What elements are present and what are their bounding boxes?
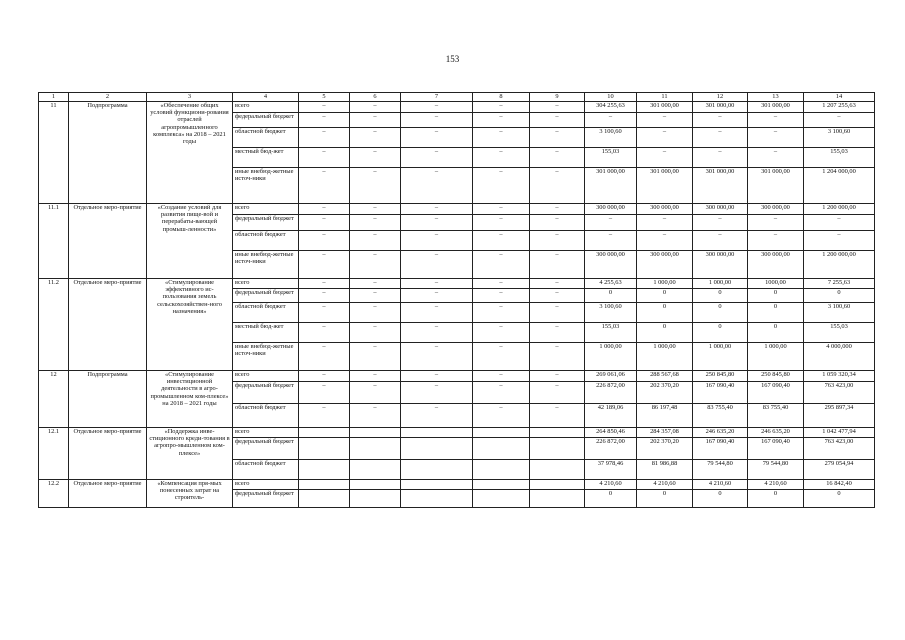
funding-source: областной бюджет (233, 303, 299, 323)
value-cell: – (804, 215, 875, 231)
table-row (39, 279, 875, 289)
value-cell: – (350, 303, 401, 323)
value-cell (350, 460, 401, 480)
value-cell: – (401, 343, 473, 371)
value-cell: 246 635,20 (693, 428, 748, 438)
value-cell: – (530, 168, 585, 204)
value-cell: 304 255,63 (585, 102, 637, 113)
value-cell (401, 428, 473, 438)
value-cell: – (637, 128, 693, 148)
value-cell: 1 000,00 (693, 343, 748, 371)
value-cell (299, 438, 350, 460)
funding-source: областной бюджет (233, 404, 299, 428)
value-cell: 42 189,06 (585, 404, 637, 428)
funding-source: иные внебюд-жетные источ-ники (233, 168, 299, 204)
funding-source: федеральный бюджет (233, 113, 299, 128)
value-cell: 37 978,46 (585, 460, 637, 480)
value-cell: – (473, 382, 530, 404)
funding-source: федеральный бюджет (233, 289, 299, 303)
value-cell: – (748, 148, 804, 168)
value-cell: 4 210,60 (693, 480, 748, 490)
funding-source: всего (233, 428, 299, 438)
value-cell: 4 255,63 (585, 279, 637, 289)
funding-source: федеральный бюджет (233, 215, 299, 231)
value-cell: – (693, 128, 748, 148)
value-cell: 0 (637, 323, 693, 343)
item-number: 12.2 (39, 480, 69, 508)
funding-source: всего (233, 204, 299, 215)
value-cell: – (350, 102, 401, 113)
funding-source: местный бюд-жет (233, 323, 299, 343)
value-cell (530, 480, 585, 490)
value-cell: – (350, 231, 401, 251)
value-cell: – (350, 251, 401, 279)
value-cell: 3 100,60 (804, 303, 875, 323)
value-cell: – (530, 215, 585, 231)
value-cell: 79 544,80 (693, 460, 748, 480)
value-cell: – (473, 231, 530, 251)
funding-source: всего (233, 279, 299, 289)
value-cell: – (299, 371, 350, 382)
value-cell: 155,03 (585, 148, 637, 168)
value-cell: – (350, 113, 401, 128)
value-cell: – (530, 148, 585, 168)
value-cell: – (693, 231, 748, 251)
value-cell: 79 544,80 (748, 460, 804, 480)
value-cell: – (350, 148, 401, 168)
value-cell: – (693, 215, 748, 231)
value-cell: 269 061,06 (585, 371, 637, 382)
col-header: 13 (748, 93, 804, 102)
item-name: «Компенсация пря-мых понесенных затрат на строитель- (147, 480, 233, 508)
value-cell: – (748, 215, 804, 231)
value-cell: 1 204 000,00 (804, 168, 875, 204)
value-cell: – (473, 128, 530, 148)
value-cell: 0 (748, 289, 804, 303)
item-type: Отдельное меро-приятие (69, 480, 147, 508)
item-type: Отдельное меро-приятие (69, 428, 147, 480)
value-cell: 167 090,40 (693, 438, 748, 460)
value-cell: 4 210,60 (637, 480, 693, 490)
value-cell: 300 000,00 (748, 204, 804, 215)
funding-source: всего (233, 371, 299, 382)
table-row (39, 480, 875, 490)
value-cell: 4 210,60 (585, 480, 637, 490)
value-cell: 301 000,00 (693, 102, 748, 113)
value-cell: – (473, 102, 530, 113)
value-cell: – (585, 231, 637, 251)
funding-source: областной бюджет (233, 460, 299, 480)
value-cell: – (350, 343, 401, 371)
value-cell: 81 986,88 (637, 460, 693, 480)
value-cell: – (748, 231, 804, 251)
value-cell (350, 480, 401, 490)
value-cell: – (401, 382, 473, 404)
value-cell: – (530, 128, 585, 148)
value-cell: 300 000,00 (748, 251, 804, 279)
value-cell: 301 000,00 (585, 168, 637, 204)
page-number: 153 (445, 54, 460, 64)
value-cell: 301 000,00 (637, 168, 693, 204)
value-cell (401, 480, 473, 490)
value-cell: – (299, 215, 350, 231)
table-row (39, 428, 875, 438)
value-cell: 0 (748, 323, 804, 343)
value-cell: 4 000,000 (804, 343, 875, 371)
value-cell: – (299, 404, 350, 428)
value-cell: – (637, 113, 693, 128)
value-cell (473, 480, 530, 490)
value-cell: 1 000,00 (693, 279, 748, 289)
value-cell: 1 207 255,63 (804, 102, 875, 113)
funding-source: федеральный бюджет (233, 490, 299, 508)
value-cell: – (530, 231, 585, 251)
table-row (39, 371, 875, 382)
value-cell (350, 438, 401, 460)
item-number: 11.2 (39, 279, 69, 371)
value-cell: – (530, 382, 585, 404)
col-header: 11 (637, 93, 693, 102)
value-cell: – (299, 168, 350, 204)
value-cell: – (401, 128, 473, 148)
value-cell: 0 (804, 490, 875, 508)
value-cell: 300 000,00 (693, 204, 748, 215)
value-cell: 0 (693, 490, 748, 508)
value-cell: – (530, 113, 585, 128)
col-header: 2 (69, 93, 147, 102)
value-cell: – (401, 102, 473, 113)
value-cell: – (299, 323, 350, 343)
value-cell: – (401, 323, 473, 343)
col-header: 1 (39, 93, 69, 102)
value-cell: 86 197,48 (637, 404, 693, 428)
value-cell: 155,03 (585, 323, 637, 343)
value-cell: 300 000,00 (637, 251, 693, 279)
value-cell: – (350, 204, 401, 215)
funding-source: местный бюд-жет (233, 148, 299, 168)
item-name: «Создание условий для развития пище-вой и перерабаты-вающей промыш-ленности» (147, 204, 233, 279)
value-cell: – (748, 128, 804, 148)
value-cell (530, 490, 585, 508)
value-cell: – (473, 113, 530, 128)
funding-source: всего (233, 480, 299, 490)
value-cell: – (401, 231, 473, 251)
value-cell: – (401, 303, 473, 323)
budget-table (38, 92, 875, 508)
col-header: 14 (804, 93, 875, 102)
value-cell (299, 460, 350, 480)
value-cell: – (473, 303, 530, 323)
value-cell: 1 200 000,00 (804, 204, 875, 215)
value-cell: – (530, 279, 585, 289)
value-cell: 300 000,00 (585, 251, 637, 279)
funding-source: всего (233, 102, 299, 113)
item-number: 11.1 (39, 204, 69, 279)
value-cell: – (299, 128, 350, 148)
value-cell: 1 042 477,94 (804, 428, 875, 438)
value-cell: – (299, 289, 350, 303)
value-cell: 155,03 (804, 148, 875, 168)
value-cell: – (401, 113, 473, 128)
value-cell: – (530, 102, 585, 113)
value-cell: – (401, 168, 473, 204)
value-cell: – (299, 303, 350, 323)
value-cell: 83 755,40 (748, 404, 804, 428)
value-cell: 1 000,00 (748, 343, 804, 371)
col-header: 5 (299, 93, 350, 102)
value-cell: – (473, 251, 530, 279)
value-cell: – (748, 113, 804, 128)
value-cell: – (530, 343, 585, 371)
value-cell: 250 845,80 (748, 371, 804, 382)
item-name: «Стимулирование инвестиционной деятельности в агро-промышленном ком-плексе» на 2018 – 2021 годы (147, 371, 233, 428)
value-cell: – (350, 168, 401, 204)
value-cell: – (401, 289, 473, 303)
value-cell: – (473, 204, 530, 215)
col-header: 8 (473, 93, 530, 102)
funding-source: федеральный бюджет (233, 438, 299, 460)
value-cell (530, 438, 585, 460)
value-cell (473, 428, 530, 438)
value-cell (299, 490, 350, 508)
value-cell: 246 635,20 (748, 428, 804, 438)
value-cell: 763 423,00 (804, 382, 875, 404)
item-type: Подпрограмма (69, 371, 147, 428)
value-cell: 0 (637, 289, 693, 303)
value-cell: 16 842,40 (804, 480, 875, 490)
value-cell: – (401, 215, 473, 231)
value-cell: – (299, 148, 350, 168)
value-cell: – (350, 323, 401, 343)
value-cell: – (299, 231, 350, 251)
value-cell: 0 (637, 490, 693, 508)
value-cell: – (299, 204, 350, 215)
col-header: 7 (401, 93, 473, 102)
value-cell: – (401, 279, 473, 289)
value-cell: 1 000,00 (585, 343, 637, 371)
value-cell: – (693, 148, 748, 168)
value-cell: – (693, 113, 748, 128)
value-cell: 226 872,00 (585, 382, 637, 404)
value-cell: – (585, 113, 637, 128)
col-header: 3 (147, 93, 233, 102)
item-name: «Обеспечение общих условий функциони-рования отраслей агропромышленного комплекса» на 2018 – 2021 годы (147, 102, 233, 204)
value-cell: – (804, 113, 875, 128)
value-cell: 3 100,60 (585, 303, 637, 323)
value-cell: 167 090,40 (748, 438, 804, 460)
value-cell (299, 480, 350, 490)
value-cell: – (299, 382, 350, 404)
funding-source: областной бюджет (233, 128, 299, 148)
value-cell (350, 490, 401, 508)
table-row (39, 204, 875, 215)
value-cell: 0 (585, 490, 637, 508)
value-cell: – (350, 289, 401, 303)
value-cell: – (350, 128, 401, 148)
value-cell: 279 054,94 (804, 460, 875, 480)
value-cell (401, 490, 473, 508)
value-cell: – (473, 148, 530, 168)
value-cell: – (350, 279, 401, 289)
funding-source: иные внебюд-жетные источ-ники (233, 343, 299, 371)
col-header: 12 (693, 93, 748, 102)
value-cell: 763 423,00 (804, 438, 875, 460)
value-cell: 0 (637, 303, 693, 323)
col-header: 10 (585, 93, 637, 102)
value-cell: 295 897,34 (804, 404, 875, 428)
value-cell: – (299, 113, 350, 128)
value-cell: – (299, 343, 350, 371)
value-cell: 0 (585, 289, 637, 303)
value-cell (401, 460, 473, 480)
value-cell: – (637, 148, 693, 168)
value-cell: – (473, 215, 530, 231)
value-cell: – (299, 279, 350, 289)
value-cell: 0 (693, 323, 748, 343)
value-cell: 0 (748, 303, 804, 323)
value-cell: – (637, 231, 693, 251)
value-cell: 167 090,40 (693, 382, 748, 404)
item-type: Отдельное меро-приятие (69, 279, 147, 371)
value-cell: 1 000,00 (637, 343, 693, 371)
value-cell: – (473, 404, 530, 428)
value-cell: – (401, 251, 473, 279)
col-header: 4 (233, 93, 299, 102)
value-cell: – (585, 215, 637, 231)
value-cell: 1000,00 (748, 279, 804, 289)
value-cell (401, 438, 473, 460)
value-cell: 300 000,00 (693, 251, 748, 279)
value-cell: – (473, 279, 530, 289)
value-cell: 1 000,00 (637, 279, 693, 289)
value-cell: – (530, 289, 585, 303)
header-row (39, 93, 875, 102)
value-cell: – (530, 204, 585, 215)
value-cell: 301 000,00 (637, 102, 693, 113)
value-cell (299, 428, 350, 438)
value-cell: – (530, 303, 585, 323)
value-cell (473, 490, 530, 508)
value-cell (473, 438, 530, 460)
value-cell: 1 059 320,34 (804, 371, 875, 382)
value-cell (530, 428, 585, 438)
value-cell: 202 370,20 (637, 438, 693, 460)
value-cell: 226 872,00 (585, 438, 637, 460)
value-cell: 288 567,68 (637, 371, 693, 382)
value-cell: 0 (693, 289, 748, 303)
value-cell (530, 460, 585, 480)
funding-source: областной бюджет (233, 231, 299, 251)
item-name: «Стимулирование эффективного ис-пользования земель сельскохозяйствен-ного назначения» (147, 279, 233, 371)
item-type: Подпрограмма (69, 102, 147, 204)
value-cell: – (473, 371, 530, 382)
value-cell: 4 210,60 (748, 480, 804, 490)
value-cell: 264 850,46 (585, 428, 637, 438)
value-cell: – (637, 215, 693, 231)
value-cell: – (473, 343, 530, 371)
value-cell: – (350, 404, 401, 428)
value-cell: – (401, 371, 473, 382)
value-cell: 284 357,08 (637, 428, 693, 438)
value-cell: 83 755,40 (693, 404, 748, 428)
item-name: «Поддержка инве-стиционного креди-тования в агропро-мышленном ком-плексе» (147, 428, 233, 480)
item-number: 12.1 (39, 428, 69, 480)
value-cell: 3 100,60 (585, 128, 637, 148)
col-header: 6 (350, 93, 401, 102)
value-cell: 300 000,00 (637, 204, 693, 215)
table-row (39, 102, 875, 113)
value-cell: – (530, 404, 585, 428)
value-cell: – (401, 148, 473, 168)
funding-source: федеральный бюджет (233, 382, 299, 404)
value-cell: 7 255,63 (804, 279, 875, 289)
value-cell: – (473, 289, 530, 303)
item-number: 11 (39, 102, 69, 204)
value-cell: 167 090,40 (748, 382, 804, 404)
value-cell: 301 000,00 (748, 102, 804, 113)
value-cell: 202 370,20 (637, 382, 693, 404)
value-cell: 0 (804, 289, 875, 303)
value-cell: 301 000,00 (693, 168, 748, 204)
value-cell: 301 000,00 (748, 168, 804, 204)
value-cell: – (350, 382, 401, 404)
value-cell: – (530, 323, 585, 343)
value-cell: – (401, 404, 473, 428)
value-cell: 155,03 (804, 323, 875, 343)
value-cell: 250 845,80 (693, 371, 748, 382)
value-cell: – (401, 204, 473, 215)
value-cell: – (804, 231, 875, 251)
value-cell: – (299, 102, 350, 113)
item-number: 12 (39, 371, 69, 428)
value-cell: – (473, 323, 530, 343)
value-cell (473, 460, 530, 480)
value-cell: 0 (748, 490, 804, 508)
value-cell: 1 200 000,00 (804, 251, 875, 279)
col-header: 9 (530, 93, 585, 102)
value-cell: 0 (693, 303, 748, 323)
value-cell: 300 000,00 (585, 204, 637, 215)
value-cell: – (350, 215, 401, 231)
value-cell: 3 100,60 (804, 128, 875, 148)
value-cell: – (473, 168, 530, 204)
value-cell (350, 428, 401, 438)
value-cell: – (530, 251, 585, 279)
value-cell: – (350, 371, 401, 382)
value-cell: – (530, 371, 585, 382)
item-type: Отдельное меро-приятие (69, 204, 147, 279)
funding-source: иные внебюд-жетные источ-ники (233, 251, 299, 279)
value-cell: – (299, 251, 350, 279)
